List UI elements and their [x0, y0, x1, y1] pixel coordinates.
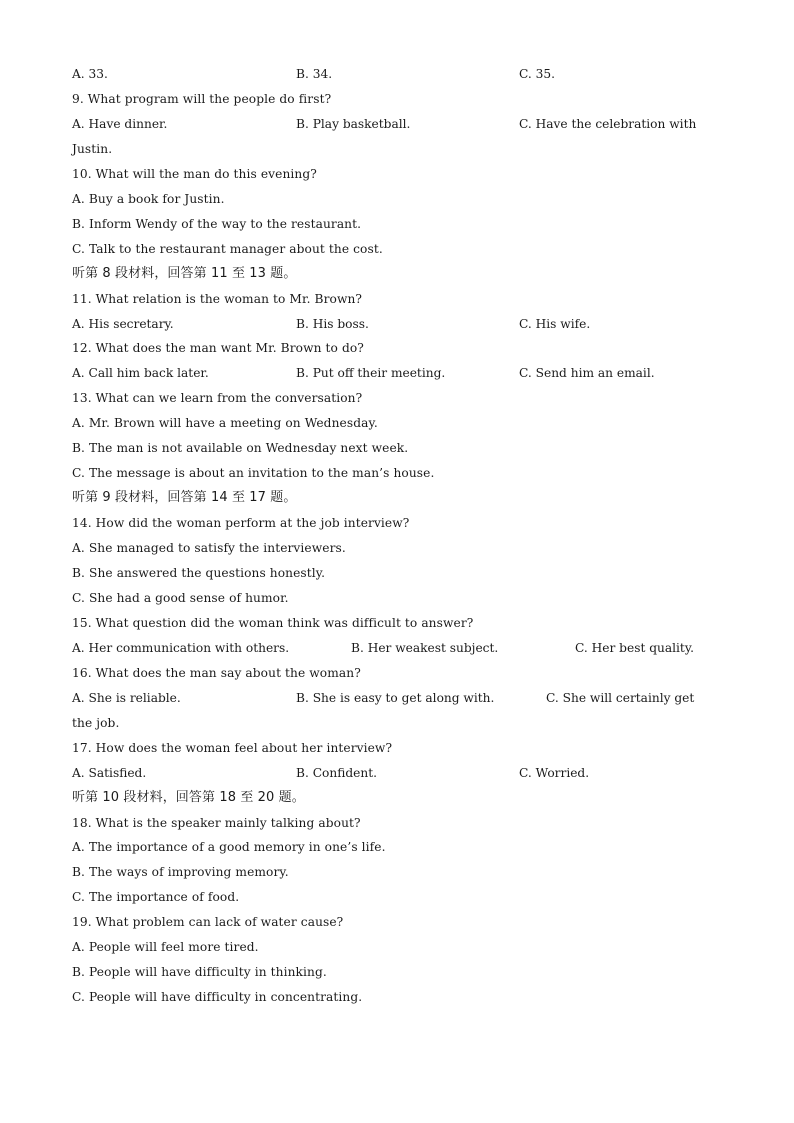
answer-option: A. Her communication with others.: [72, 641, 290, 655]
answer-option: C. His wife.: [519, 317, 591, 331]
text-line: 12. What does the man want Mr. Brown to do?: [72, 341, 364, 355]
text-line: Justin.: [72, 142, 113, 156]
text-line: A. She managed to satisfy the interviewers.: [72, 541, 346, 555]
text-line: B. People will have difficulty in thinking.: [72, 965, 327, 979]
answer-option: A. 33.: [72, 67, 108, 81]
answer-option: C. Have the celebration with: [519, 117, 697, 131]
text-line: 10. What will the man do this evening?: [72, 167, 317, 181]
text-line: 16. What does the man say about the woman?: [72, 666, 361, 680]
text-line: 13. What can we learn from the conversation?: [72, 391, 363, 405]
answer-option: B. Play basketball.: [296, 117, 411, 131]
answer-option: C. She will certainly get: [546, 691, 695, 705]
answer-option: C. Her best quality.: [575, 641, 694, 655]
text-line: C. She had a good sense of humor.: [72, 591, 289, 605]
answer-option: C. Send him an email.: [519, 366, 655, 380]
answer-option: B. Put off their meeting.: [296, 366, 446, 380]
text-line: A. Buy a book for Justin.: [72, 192, 225, 206]
answer-option: B. Her weakest subject.: [351, 641, 499, 655]
text-line: 15. What question did the woman think was difficult to answer?: [72, 616, 474, 630]
text-line: A. People will feel more tired.: [72, 940, 259, 954]
text-line: 14. How did the woman perform at the job interview?: [72, 516, 410, 530]
text-line: C. The message is about an invitation to the man’s house.: [72, 466, 435, 480]
text-line: C. People will have difficulty in concentrating.: [72, 990, 363, 1004]
text-line: A. Mr. Brown will have a meeting on Wednesday.: [72, 416, 378, 430]
text-line: C. Talk to the restaurant manager about the cost.: [72, 242, 383, 256]
answer-option: A. Satisfied.: [72, 766, 147, 780]
answer-option: B. Confident.: [296, 766, 377, 780]
answer-option: A. His secretary.: [72, 317, 174, 331]
text-line: B. She answered the questions honestly.: [72, 566, 326, 580]
answer-option: C. 35.: [519, 67, 556, 81]
answer-option: B. 34.: [296, 67, 333, 81]
text-line: C. The importance of food.: [72, 890, 240, 904]
answer-option: A. Have dinner.: [72, 117, 168, 131]
answer-option: B. She is easy to get along with.: [296, 691, 495, 705]
text-line: 11. What relation is the woman to Mr. Brown?: [72, 292, 363, 306]
section-heading: 听第 9 段材料，回答第 14 至 17 题。: [72, 490, 297, 505]
text-line: A. The importance of a good memory in one’s life.: [72, 840, 386, 854]
answer-option: B. His boss.: [296, 317, 369, 331]
answer-option: C. Worried.: [519, 766, 590, 780]
text-line: B. Inform Wendy of the way to the restaurant.: [72, 217, 362, 231]
section-heading: 听第 8 段材料，回答第 11 至 13 题。: [72, 266, 297, 281]
text-line: B. The ways of improving memory.: [72, 865, 289, 879]
answer-option: A. Call him back later.: [72, 366, 209, 380]
text-line: 19. What problem can lack of water cause?: [72, 915, 344, 929]
text-line: B. The man is not available on Wednesday next week.: [72, 441, 409, 455]
text-line: the job.: [72, 716, 120, 730]
text-line: 9. What program will the people do first?: [72, 92, 332, 106]
answer-option: A. She is reliable.: [72, 691, 181, 705]
text-line: 18. What is the speaker mainly talking about?: [72, 816, 361, 830]
section-heading: 听第 10 段材料，回答第 18 至 20 题。: [72, 790, 305, 805]
text-line: 17. How does the woman feel about her interview?: [72, 741, 393, 755]
